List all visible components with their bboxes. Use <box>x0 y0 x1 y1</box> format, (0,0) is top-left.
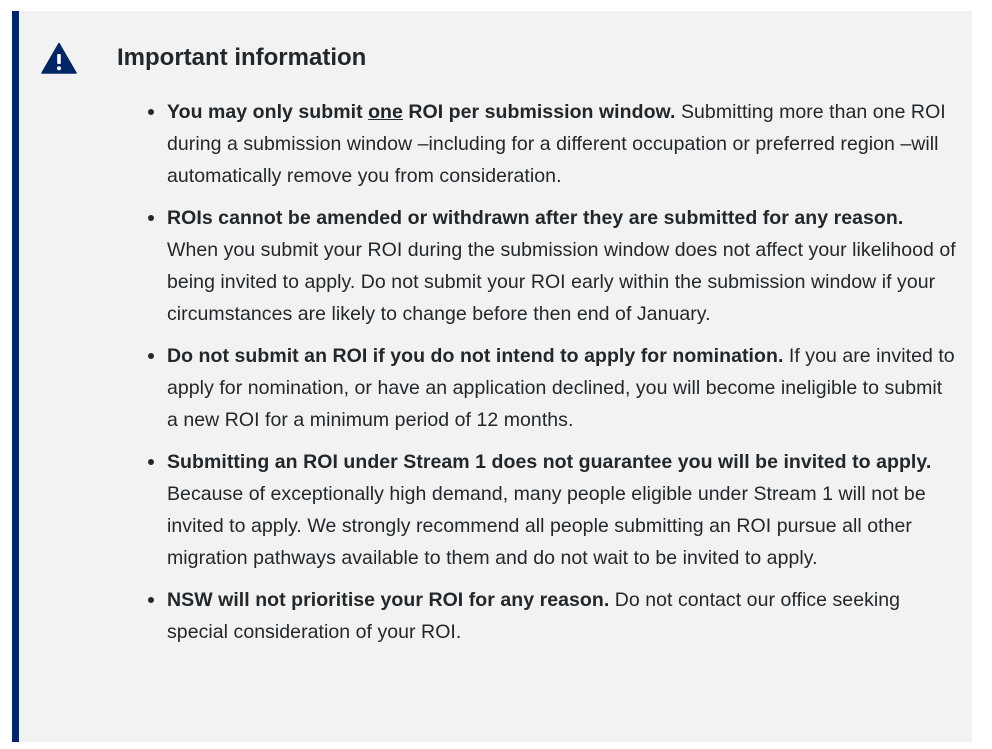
item-bold-lead-end: ROI per submission window. <box>402 101 676 123</box>
important-information-callout <box>12 11 972 742</box>
warning-triangle-icon <box>41 42 77 74</box>
item-bold-lead: ROIs cannot be amended or withdrawn after they are submitted for any reason. <box>167 207 904 229</box>
item-text: Because of exceptionally high demand, many people eligible under Stream 1 will not be invited to apply. We strongly recommend all people submitting an ROI pursue all other migration pathways available to them and do not wait to be invited to apply. <box>167 483 926 569</box>
item-bold-lead: Do not submit an ROI if you do not intend to apply for nomination. <box>167 345 784 367</box>
callout-title: Important information <box>117 44 367 71</box>
list-item <box>167 96 957 192</box>
list-item <box>167 584 957 648</box>
item-bold-lead: Submitting an ROI under Stream 1 does not guarantee you will be invited to apply. <box>167 451 932 473</box>
item-text: When you submit your ROI during the submission window does not affect your likelihood of being invited to apply. Do not submit your ROI early within the submission window if your circumstances are likely to change before then end of January. <box>167 239 956 325</box>
list-item <box>167 202 957 330</box>
item-text: Do not contact our office seeking special consideration of your ROI. <box>167 589 901 643</box>
information-list <box>167 96 957 658</box>
list-item <box>167 340 957 436</box>
item-bold-underlined: one <box>368 101 403 123</box>
item-text: If you are invited to apply for nomination, or have an application declined, you will become ineligible to submit a new ROI for a minimum period of 12 months. <box>167 345 955 431</box>
item-text: Submitting more than one ROI during a submission window –including for a different occupation or preferred region –will automatically remove you from consideration. <box>167 101 946 187</box>
item-bold-lead: You may only submit <box>167 101 369 123</box>
item-bold-lead: NSW will not prioritise your ROI for any reason. <box>167 589 610 611</box>
list-item <box>167 446 957 574</box>
